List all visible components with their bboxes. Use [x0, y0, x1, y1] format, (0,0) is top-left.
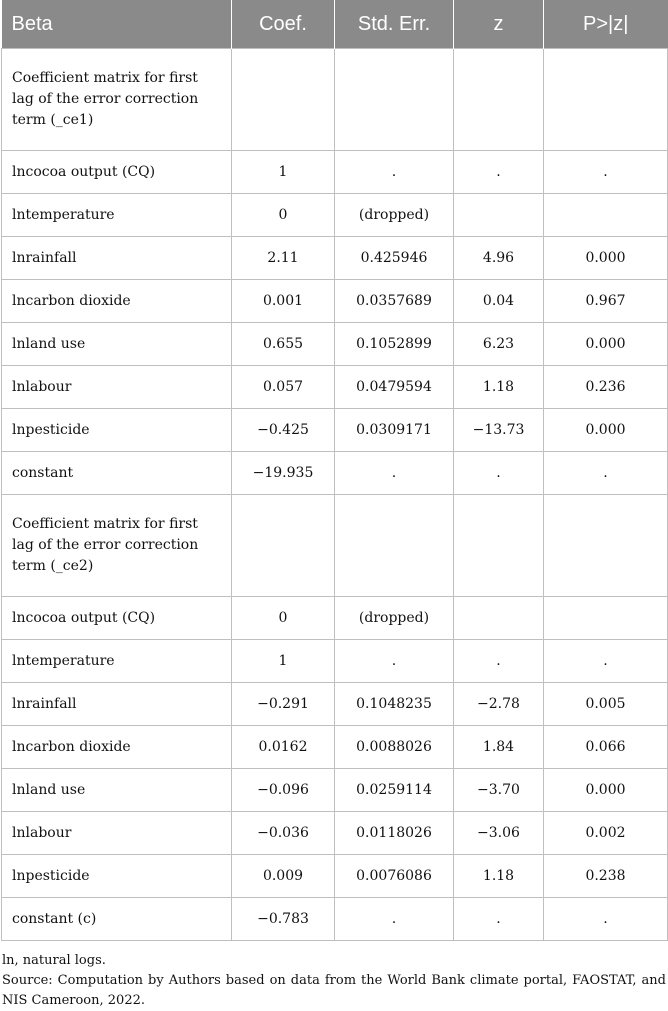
cell-p-value: .: [544, 151, 668, 194]
table-row: [2, 452, 668, 495]
cell-variable: lntemperature: [2, 640, 232, 683]
cell-z: .: [454, 898, 544, 941]
cell-p-value: 0.000: [544, 769, 668, 812]
cell-z: 1.18: [454, 855, 544, 898]
cell-coef: −0.291: [232, 683, 335, 726]
cell-p-value: .: [544, 898, 668, 941]
cell-coef: 2.11: [232, 237, 335, 280]
cell-z: [454, 495, 544, 597]
coefficient-table: [1, 0, 668, 941]
cell-coef: 0: [232, 194, 335, 237]
cell-p-value: 0.967: [544, 280, 668, 323]
cell-p-value: 0.000: [544, 323, 668, 366]
table-row: [2, 151, 668, 194]
cell-variable: lnland use: [2, 769, 232, 812]
cell-z: [454, 194, 544, 237]
cell-variable: lncocoa output (CQ): [2, 151, 232, 194]
cell-coef: [232, 495, 335, 597]
table-notes: [0, 941, 668, 1011]
cell-p-value: 0.000: [544, 237, 668, 280]
cell-std-err: (dropped): [335, 597, 454, 640]
section-row: [2, 495, 668, 597]
cell-std-err: 0.0088026: [335, 726, 454, 769]
cell-coef: −0.036: [232, 812, 335, 855]
header-z: z: [454, 0, 544, 49]
cell-variable: lnpesticide: [2, 409, 232, 452]
cell-variable: lnrainfall: [2, 683, 232, 726]
table-row: [2, 194, 668, 237]
cell-variable: Coefficient matrix for first lag of the error correction term (_ce1): [2, 49, 232, 151]
cell-coef: 0.0162: [232, 726, 335, 769]
table-row: [2, 769, 668, 812]
table-row: [2, 898, 668, 941]
cell-z: [454, 597, 544, 640]
cell-coef: −0.096: [232, 769, 335, 812]
cell-std-err: (dropped): [335, 194, 454, 237]
cell-std-err: 0.1048235: [335, 683, 454, 726]
table-row: [2, 409, 668, 452]
cell-z: 1.18: [454, 366, 544, 409]
cell-std-err: 0.425946: [335, 237, 454, 280]
header-row: [2, 0, 668, 49]
cell-coef: 1: [232, 151, 335, 194]
cell-coef: −0.425: [232, 409, 335, 452]
section-row: [2, 49, 668, 151]
cell-std-err: .: [335, 640, 454, 683]
cell-variable: Coefficient matrix for first lag of the error correction term (_ce2): [2, 495, 232, 597]
cell-z: −3.70: [454, 769, 544, 812]
cell-coef: −0.783: [232, 898, 335, 941]
cell-z: .: [454, 640, 544, 683]
cell-variable: constant (c): [2, 898, 232, 941]
table-row: [2, 280, 668, 323]
abbreviation-note: ln, natural logs.: [2, 953, 106, 968]
cell-coef: [232, 49, 335, 151]
cell-z: −13.73: [454, 409, 544, 452]
cell-z: 6.23: [454, 323, 544, 366]
cell-coef: 0.057: [232, 366, 335, 409]
cell-variable: lnlabour: [2, 366, 232, 409]
cell-std-err: 0.0259114: [335, 769, 454, 812]
table-row: [2, 683, 668, 726]
cell-z: [454, 49, 544, 151]
cell-coef: 0.001: [232, 280, 335, 323]
cell-p-value: 0.005: [544, 683, 668, 726]
cell-z: .: [454, 452, 544, 495]
cell-std-err: [335, 495, 454, 597]
table-row: [2, 237, 668, 280]
header-coef: Coef.: [232, 0, 335, 49]
cell-std-err: 0.0118026: [335, 812, 454, 855]
cell-z: 4.96: [454, 237, 544, 280]
cell-z: 1.84: [454, 726, 544, 769]
cell-std-err: 0.0076086: [335, 855, 454, 898]
cell-std-err: 0.0357689: [335, 280, 454, 323]
table-row: [2, 855, 668, 898]
cell-std-err: .: [335, 452, 454, 495]
cell-p-value: [544, 194, 668, 237]
cell-p-value: 0.236: [544, 366, 668, 409]
cell-std-err: 0.0309171: [335, 409, 454, 452]
cell-coef: 1: [232, 640, 335, 683]
cell-variable: lnlabour: [2, 812, 232, 855]
cell-coef: 0: [232, 597, 335, 640]
cell-std-err: .: [335, 151, 454, 194]
cell-variable: lncarbon dioxide: [2, 726, 232, 769]
table-row: [2, 812, 668, 855]
table-row: [2, 726, 668, 769]
cell-z: −3.06: [454, 812, 544, 855]
cell-z: .: [454, 151, 544, 194]
cell-p-value: [544, 495, 668, 597]
cell-variable: lnpesticide: [2, 855, 232, 898]
cell-p-value: 0.066: [544, 726, 668, 769]
table-row: [2, 366, 668, 409]
table-row: [2, 640, 668, 683]
cell-coef: 0.009: [232, 855, 335, 898]
table-row: [2, 323, 668, 366]
cell-variable: constant: [2, 452, 232, 495]
table-row: [2, 597, 668, 640]
cell-variable: lntemperature: [2, 194, 232, 237]
cell-p-value: 0.002: [544, 812, 668, 855]
cell-variable: lncocoa output (CQ): [2, 597, 232, 640]
cell-z: 0.04: [454, 280, 544, 323]
cell-variable: lnland use: [2, 323, 232, 366]
table-body: [2, 49, 668, 941]
cell-coef: 0.655: [232, 323, 335, 366]
cell-std-err: 0.1052899: [335, 323, 454, 366]
cell-std-err: [335, 49, 454, 151]
cell-p-value: [544, 597, 668, 640]
header-std-err: Std. Err.: [335, 0, 454, 49]
cell-variable: lncarbon dioxide: [2, 280, 232, 323]
cell-coef: −19.935: [232, 452, 335, 495]
cell-std-err: 0.0479594: [335, 366, 454, 409]
cell-std-err: .: [335, 898, 454, 941]
cell-p-value: .: [544, 640, 668, 683]
header-p-value: P>|z|: [544, 0, 668, 49]
cell-p-value: [544, 49, 668, 151]
cell-p-value: .: [544, 452, 668, 495]
cell-z: −2.78: [454, 683, 544, 726]
source-note: Source: Computation by Authors based on data from the World Bank climate portal, FAOSTAT, and NIS Cameroon, 2022.: [2, 973, 666, 1008]
cell-variable: lnrainfall: [2, 237, 232, 280]
cell-p-value: 0.000: [544, 409, 668, 452]
cell-p-value: 0.238: [544, 855, 668, 898]
header-beta: Beta: [2, 0, 232, 49]
